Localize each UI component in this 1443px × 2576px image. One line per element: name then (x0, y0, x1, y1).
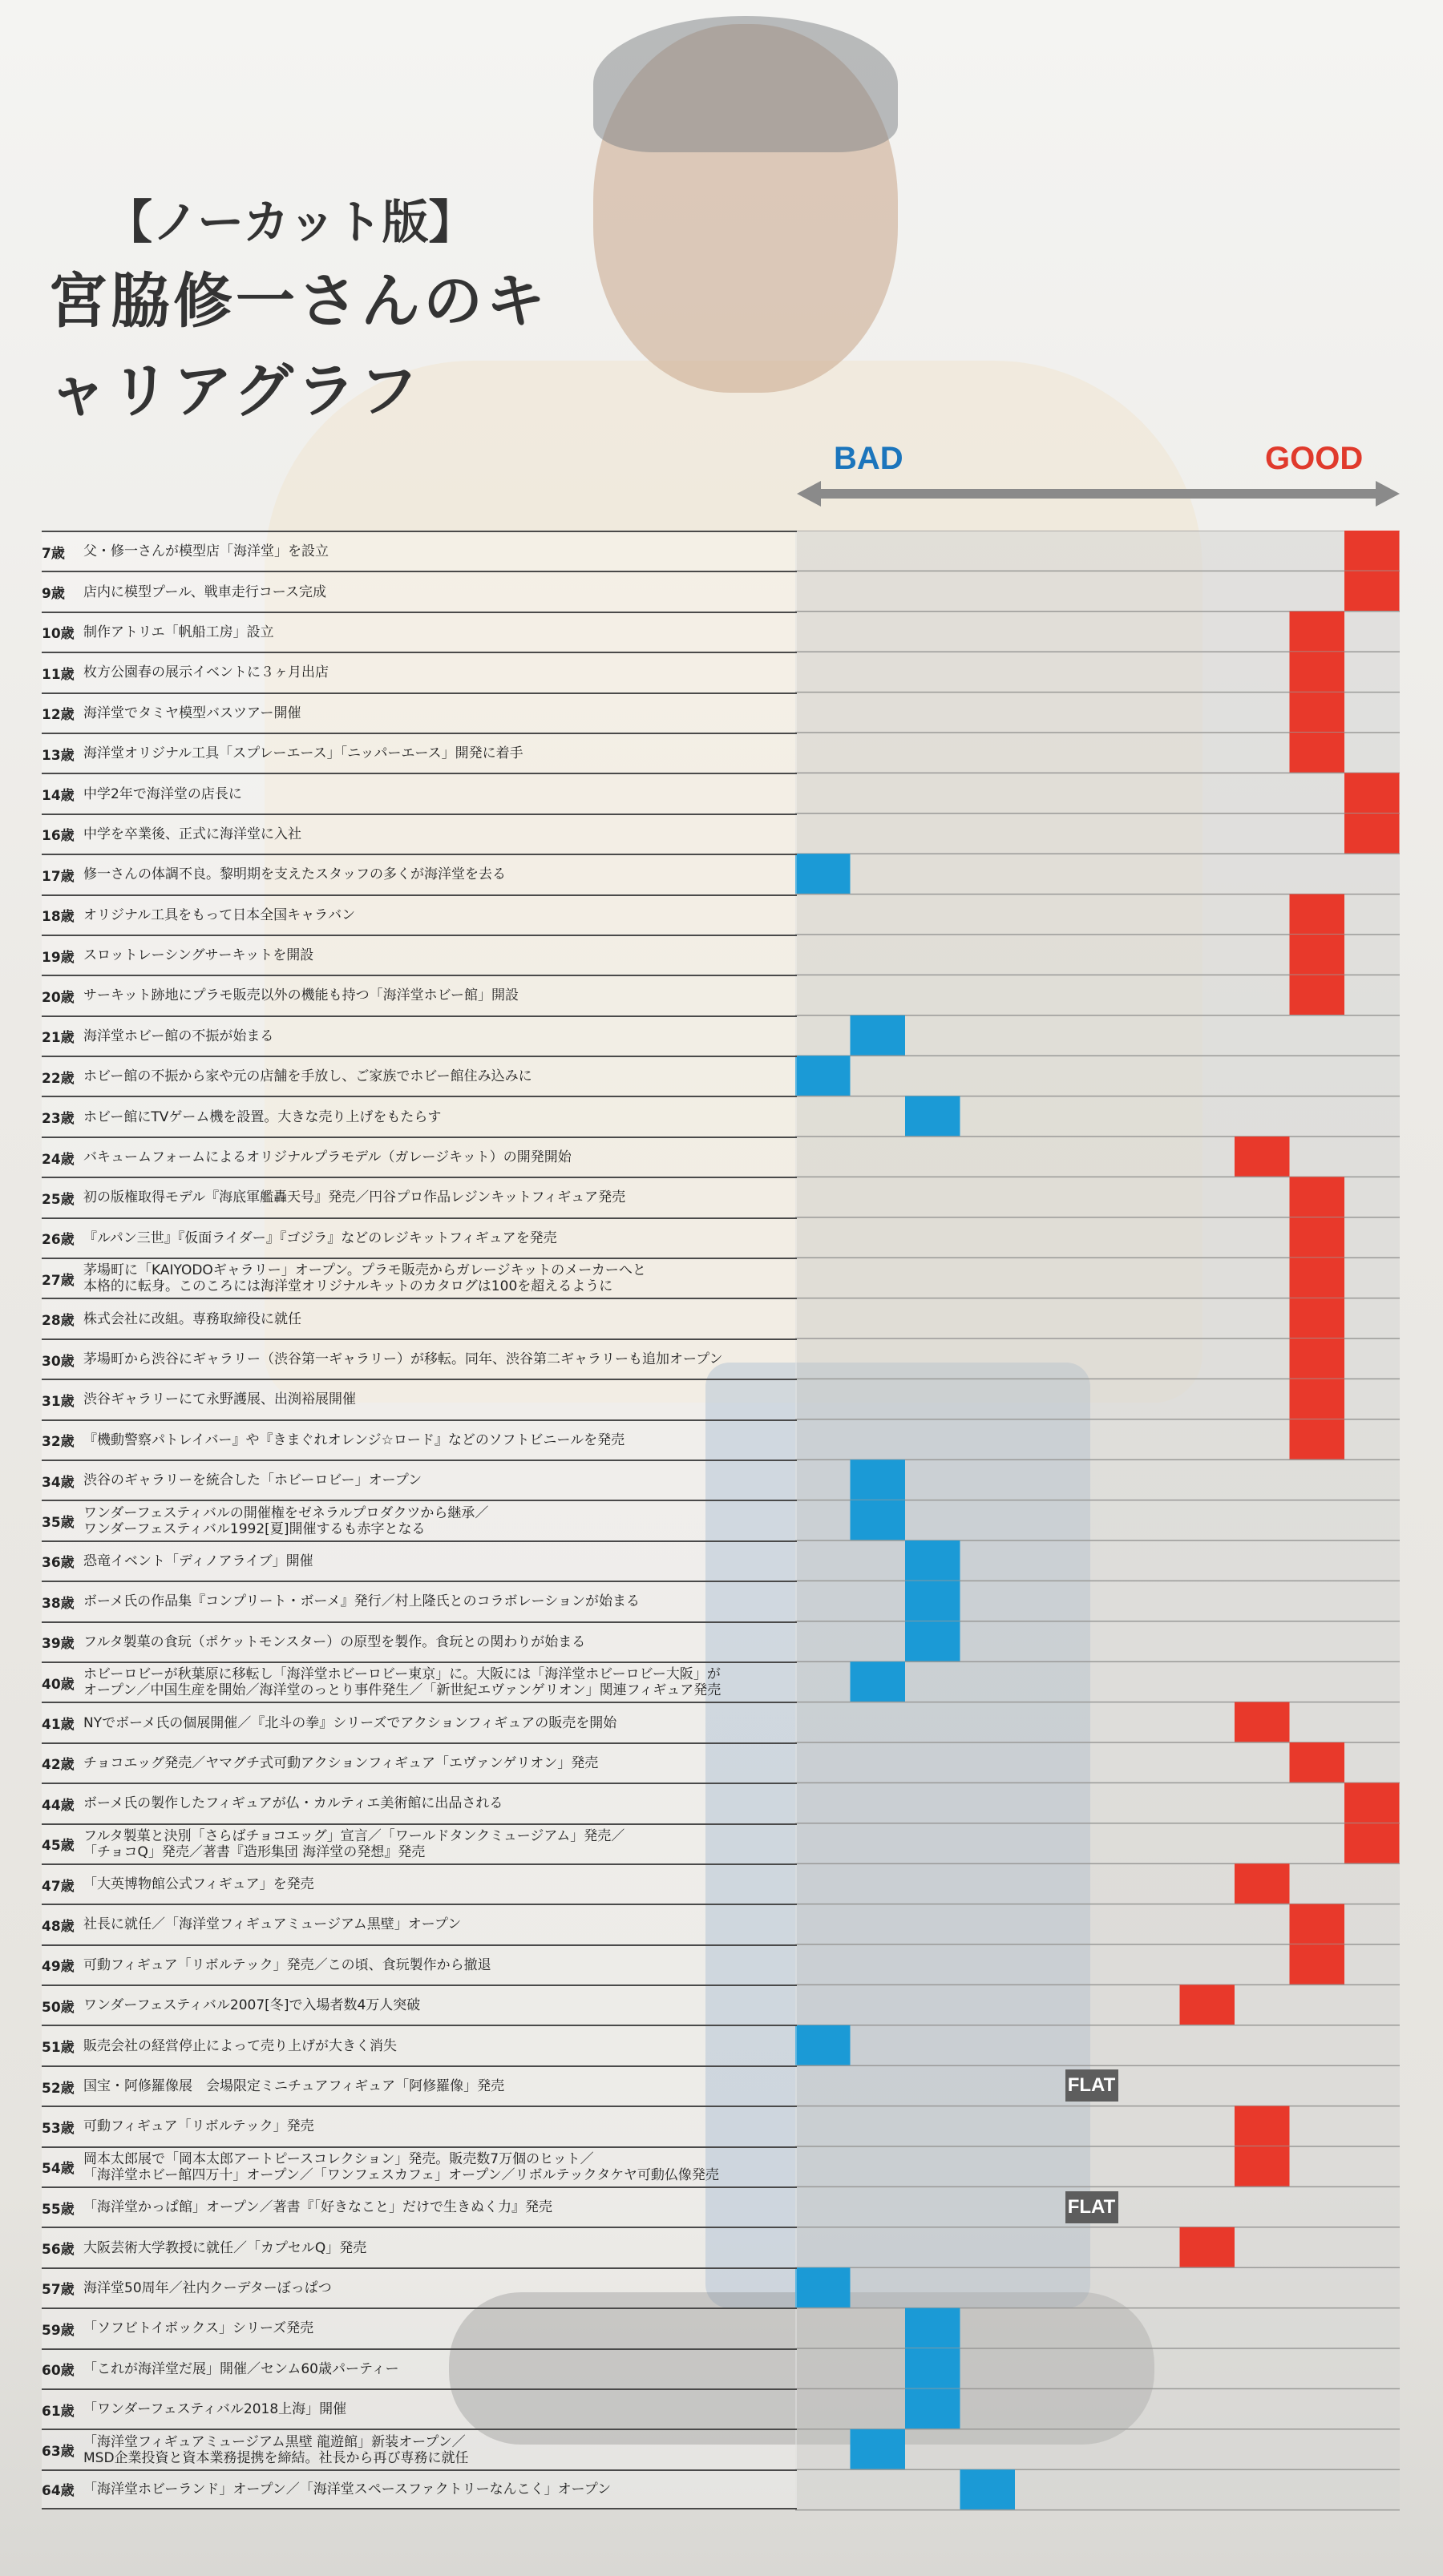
good-mark (1290, 1379, 1345, 1419)
good-mark (1235, 1863, 1290, 1904)
good-mark (1290, 894, 1345, 935)
good-mark (1235, 1137, 1290, 1177)
table-row (42, 773, 797, 813)
good-mark (1235, 1702, 1290, 1742)
good-mark (1290, 652, 1345, 692)
age-label: 19歳 (42, 949, 75, 966)
page-title: 宮脇修一さんのキャリアグラフ (48, 267, 548, 426)
age-label: 32歳 (42, 1434, 75, 1451)
table-row (42, 1258, 797, 1298)
event-label: 「これが海洋堂だ展」開催／センム60歳パーティー (83, 2360, 399, 2377)
age-label: 57歳 (42, 2282, 75, 2299)
event-label: フルタ製菓の食玩（ポケットモンスター）の原型を製作。食玩との関わりが始まる (83, 1633, 586, 1650)
table-row (42, 1177, 797, 1217)
table-row (42, 692, 797, 733)
title-prefix: 【ノーカット版】 (106, 195, 475, 249)
age-label: 20歳 (42, 989, 75, 1006)
age-label: 55歳 (42, 2201, 75, 2218)
event-label: 枚方公園春の展示イベントに３ヶ月出店 (83, 664, 329, 681)
table-row (42, 814, 797, 854)
age-label: 28歳 (42, 1313, 75, 1330)
table-row (42, 2227, 797, 2267)
event-label: ホビー館の不振から家や元の店舗を手放し、ご家族でホビー館住み込みに (83, 1068, 532, 1085)
good-mark (1290, 975, 1345, 1015)
bad-mark (905, 1540, 960, 1581)
age-label: 25歳 (42, 1191, 75, 1208)
event-label: 恐竜イベント「ディノアライブ」開催 (83, 1552, 313, 1569)
age-label: 22歳 (42, 1070, 75, 1087)
event-label: サーキット跡地にプラモ販売以外の機能も持つ「海洋堂ホビー館」開設 (83, 987, 519, 1004)
event-label: 可動フィギュア「リボルテック」発売／この頃、食玩製作から撤退 (83, 1956, 491, 1973)
event-label: 渋谷ギャラリーにて永野護展、出渕裕展開催 (83, 1391, 356, 1408)
age-label: 11歳 (42, 666, 75, 683)
event-label: 中学2年で海洋堂の店長に (83, 785, 242, 802)
good-mark (1235, 2146, 1290, 2186)
table-row (42, 935, 797, 975)
event-label: NYでボーメ氏の個展開催／『北斗の拳』シリーズでアクションフィギュアの販売を開始 (83, 1714, 617, 1731)
event-label: 岡本太郎展で「岡本太郎アートピースコレクション」発売。販売数7万個のヒット／ 「海洋堂ホビー館四万十」オープン／「ワンフェスカフェ」オープン／リボルテックタケヤ可動仏像発売 (83, 2150, 719, 2183)
age-label: 35歳 (42, 1515, 75, 1532)
age-label: 63歳 (42, 2444, 75, 2461)
age-label: 44歳 (42, 1797, 75, 1814)
good-mark (1235, 2106, 1290, 2146)
event-label: チョコエッグ発売／ヤマグチ式可動アクションフィギュア「エヴァンゲリオン」発売 (83, 1754, 599, 1771)
event-label: 海洋堂ホビー館の不振が始まる (83, 1028, 274, 1044)
bad-mark (795, 2267, 851, 2307)
age-label: 51歳 (42, 2040, 75, 2057)
age-label: 26歳 (42, 1232, 75, 1249)
event-label: 制作アトリエ「帆船工房」設立 (83, 624, 274, 640)
table-row (42, 571, 797, 611)
age-label: 61歳 (42, 2403, 75, 2420)
event-label: 可動フィギュア「リボルテック」発売 (83, 2118, 314, 2135)
age-label: 9歳 (42, 586, 65, 603)
age-label: 45歳 (42, 1838, 75, 1855)
bad-mark (905, 2388, 960, 2429)
table-row (42, 1581, 797, 1621)
good-mark (1344, 1783, 1400, 1823)
table-row (42, 2065, 797, 2106)
table-row (42, 1742, 797, 1783)
table-row (42, 1056, 797, 1096)
table-row (42, 612, 797, 652)
table-row (42, 894, 797, 935)
table-row (42, 1217, 797, 1258)
person-hair (593, 16, 898, 152)
event-label: ホビーロビーが秋葉原に移転し「海洋堂ホビーロビー東京」に。大阪には「海洋堂ホビーロビー大阪」が オープン／中国生産を開始／海洋堂のっとり事件発生／「新世紀エヴァンゲリオン」関連フィギュア発売 (83, 1666, 722, 1699)
table-row (42, 1944, 797, 1984)
age-label: 52歳 (42, 2080, 75, 2097)
bad-mark (851, 1015, 906, 1056)
event-label: 「ソフビトイボックス」シリーズ発売 (83, 2320, 314, 2337)
event-label: 茅場町に「KAIYODOギャラリー」オープン。プラモ販売からガレージキットのメーカーへと 本格的に転身。このころには海洋堂オリジナルキットのカタログは100を超えるように (83, 1262, 646, 1295)
table-row (42, 1419, 797, 1460)
event-label: 渋谷のギャラリーを統合した「ホビーロビー」オープン (83, 1472, 422, 1489)
flat-badge: FLAT (1065, 2191, 1118, 2223)
event-label: オリジナル工具をもって日本全国キャラバン (83, 906, 356, 923)
table-row (42, 1460, 797, 1500)
table-row (42, 854, 797, 894)
table-row (42, 1904, 797, 1944)
table-row (42, 2348, 797, 2388)
double-arrow-icon (797, 478, 1400, 510)
table-row (42, 2106, 797, 2146)
table-row (42, 1338, 797, 1379)
age-label: 18歳 (42, 909, 75, 926)
event-label: ボーメ氏の製作したフィギュアが仏・カルティエ美術館に出品される (83, 1795, 503, 1812)
event-label: 「海洋堂ホビーランド」オープン／「海洋堂スペースファクトリーなんこく」オープン (83, 2481, 612, 2497)
age-label: 36歳 (42, 1555, 75, 1572)
bad-mark (795, 2025, 851, 2065)
career-graph (795, 531, 1400, 2552)
good-mark (1344, 571, 1400, 611)
age-label: 54歳 (42, 2161, 75, 2178)
age-label: 17歳 (42, 868, 75, 885)
bad-mark (905, 2308, 960, 2348)
event-label: 販売会社の経営停止によって売り上げが大きく消失 (83, 2037, 397, 2054)
table-row (42, 2307, 797, 2348)
bad-mark (795, 854, 851, 894)
good-mark (1180, 2227, 1235, 2267)
table-row (42, 2186, 797, 2227)
event-label: 『ルパン三世』『仮面ライダー』『ゴジラ』などのレジキットフィギュアを発売 (83, 1229, 557, 1246)
event-label: 国宝・阿修羅像展 会場限定ミニチュアフィギュア「阿修羅像」発売 (83, 2078, 505, 2095)
table-row (42, 975, 797, 1015)
event-label: 「大英博物館公式フィギュア」を発売 (83, 1876, 314, 1893)
table-row (42, 733, 797, 773)
good-mark (1290, 1904, 1345, 1944)
good-axis-label: GOOD (1265, 441, 1364, 476)
table-row (42, 2388, 797, 2429)
bad-mark (905, 2348, 960, 2388)
event-label: スロットレーシングサーキットを開設 (83, 947, 314, 964)
good-mark (1290, 1298, 1345, 1338)
table-row (42, 1540, 797, 1581)
age-label: 31歳 (42, 1393, 75, 1410)
event-label: 株式会社に改組。専務取締役に就任 (83, 1310, 301, 1327)
table-row (42, 1015, 797, 1056)
age-label: 53歳 (42, 2120, 75, 2137)
age-label: 56歳 (42, 2242, 75, 2259)
event-label: 大阪芸術大学教授に就任／「カプセルQ」発売 (83, 2239, 367, 2256)
event-label: フルタ製菓と決別「さらばチョコエッグ」宣言／「ワールドタンクミュージアム」発売／ 「チョコQ」発売／著書『造形集団 海洋堂の発想』発売 (83, 1827, 625, 1860)
event-label: ワンダーフェスティバルの開催権をゼネラルプロダクツから継承／ ワンダーフェスティバル1992[夏]開催するも赤字となる (83, 1504, 489, 1537)
good-mark (1290, 1419, 1345, 1460)
table-row (42, 531, 797, 571)
age-label: 41歳 (42, 1717, 75, 1734)
event-label: 海洋堂オリジナル工具「スプレーエース」「ニッパーエース」開発に着手 (83, 745, 523, 762)
event-label: 初の版権取得モデル『海底軍艦轟天号』発売／円谷プロ作品レジンキットフィギュア発売 (83, 1189, 626, 1206)
good-mark (1290, 612, 1345, 652)
event-label: 社長に就任／「海洋堂フィギュアミュージアム黒壁」オープン (83, 1916, 462, 1933)
age-label: 50歳 (42, 1999, 75, 2016)
bad-mark (851, 1460, 906, 1500)
bad-mark (851, 1500, 906, 1540)
table-row (42, 1661, 797, 1702)
table-row (42, 1379, 797, 1419)
good-mark (1344, 773, 1400, 813)
table-row (42, 1984, 797, 2025)
event-label: 店内に模型プール、戦車走行コース完成 (83, 583, 326, 600)
event-label: 中学を卒業後、正式に海洋堂に入社 (83, 826, 301, 842)
event-label: 「海洋堂フィギュアミュージアム黒壁 龍遊館」新装オープン／ MSD企業投資と資本業務提携を締結。社長から再び専務に就任 (83, 2433, 469, 2466)
good-mark (1290, 935, 1345, 975)
table-row (42, 1783, 797, 1823)
event-label: 『機動警察パトレイバー』や『きまぐれオレンジ☆ロード』などのソフトビニールを発売 (83, 1431, 625, 1448)
age-label: 47歳 (42, 1878, 75, 1895)
age-label: 16歳 (42, 828, 75, 845)
table-row (42, 2025, 797, 2065)
good-mark (1180, 1984, 1235, 2025)
table-row (42, 652, 797, 692)
bad-mark (905, 1096, 960, 1137)
age-label: 30歳 (42, 1353, 75, 1370)
event-label: ボーメ氏の作品集『コンプリート・ボーメ』発行／村上隆氏とのコラボレーションが始まる (83, 1593, 640, 1610)
good-mark (1290, 1217, 1345, 1258)
age-label: 21歳 (42, 1030, 75, 1047)
good-mark (1290, 1177, 1345, 1217)
event-label: 海洋堂でタミヤ模型バスツアー開催 (83, 705, 301, 721)
table-row (42, 1500, 797, 1540)
age-label: 13歳 (42, 747, 75, 764)
table-row (42, 1298, 797, 1338)
age-label: 40歳 (42, 1676, 75, 1693)
table-row (42, 2267, 797, 2307)
age-label: 34歳 (42, 1474, 75, 1491)
bad-mark (905, 1621, 960, 1661)
good-mark (1344, 1823, 1400, 1863)
age-label: 24歳 (42, 1151, 75, 1168)
event-label: ホビー館にTVゲーム機を設置。大きな売り上げをもたらす (83, 1108, 442, 1125)
good-mark (1290, 733, 1345, 773)
good-mark (1290, 692, 1345, 733)
age-label: 64歳 (42, 2483, 75, 2500)
table-row (42, 1702, 797, 1742)
age-label: 38歳 (42, 1595, 75, 1612)
bad-mark (851, 2429, 906, 2469)
age-label: 59歳 (42, 2322, 75, 2339)
table-row (42, 1621, 797, 1661)
career-graph-bars (795, 531, 1400, 2552)
age-label: 14歳 (42, 788, 75, 805)
bad-mark (960, 2469, 1016, 2509)
age-label: 7歳 (42, 545, 65, 562)
table-row (42, 1863, 797, 1904)
table-row (42, 2429, 797, 2469)
age-label: 60歳 (42, 2363, 75, 2380)
good-mark (1290, 1742, 1345, 1783)
table-row (42, 1137, 797, 1177)
age-label: 39歳 (42, 1636, 75, 1653)
event-table (42, 531, 797, 2509)
event-label: 修一さんの体調不良。黎明期を支えたスタッフの多くが海洋堂を去る (83, 866, 506, 883)
flat-badge: FLAT (1065, 2069, 1118, 2102)
good-mark (1290, 1258, 1345, 1298)
age-label: 10歳 (42, 626, 75, 643)
age-label: 49歳 (42, 1959, 75, 1976)
event-label: 海洋堂50周年／社内クーデターぼっぱつ (83, 2279, 332, 2296)
table-row (42, 1096, 797, 1136)
age-label: 42歳 (42, 1757, 75, 1774)
good-mark (1290, 1944, 1345, 1984)
age-label: 23歳 (42, 1111, 75, 1128)
age-label: 27歳 (42, 1272, 75, 1289)
age-label: 48歳 (42, 1918, 75, 1935)
table-row (42, 1823, 797, 1863)
good-mark (1344, 814, 1400, 854)
table-row (42, 2146, 797, 2186)
event-label: 父・修一さんが模型店「海洋堂」を設立 (83, 543, 329, 560)
event-label: 「ワンダーフェスティバル2018上海」開催 (83, 2401, 347, 2418)
event-label: 「海洋堂かっぱ館」オープン／著書『「好きなこと」だけで生きぬく力』発売 (83, 2199, 552, 2216)
event-label: ワンダーフェスティバル2007[冬]で入場者数4万人突破 (83, 1997, 421, 2014)
event-label: 茅場町から渋谷にギャラリー（渋谷第一ギャラリー）が移転。同年、渋谷第二ギャラリーも追加オープン (83, 1351, 723, 1367)
bad-mark (905, 1581, 960, 1621)
table-row (42, 2469, 797, 2509)
event-label: バキュームフォームによるオリジナルプラモデル（ガレージキット）の開発開始 (83, 1149, 572, 1166)
bad-mark (795, 1056, 851, 1096)
good-mark (1344, 531, 1400, 571)
bad-mark (851, 1661, 906, 1702)
bad-axis-label: BAD (834, 441, 903, 476)
good-mark (1290, 1338, 1345, 1379)
age-label: 12歳 (42, 707, 75, 724)
